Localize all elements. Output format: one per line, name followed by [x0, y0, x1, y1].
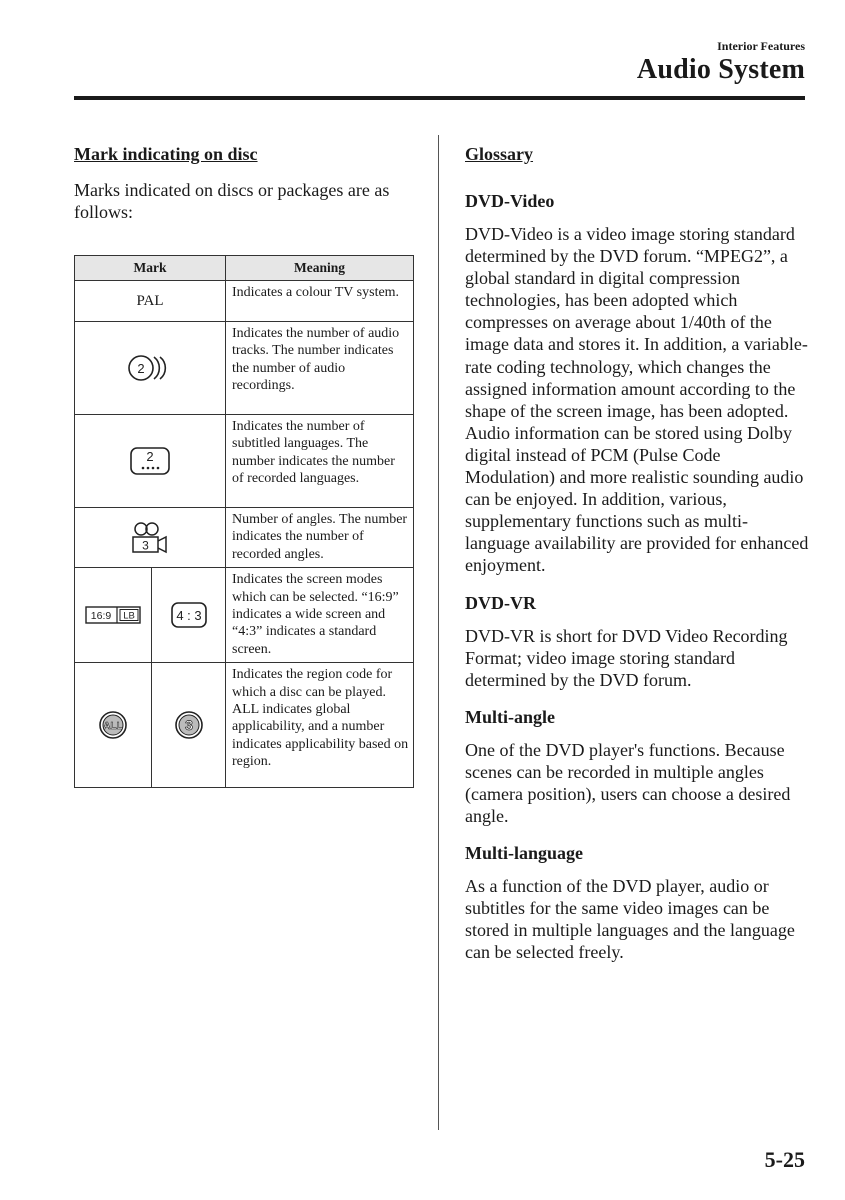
column-divider	[438, 135, 439, 1130]
meaning-text: Indicates the screen modes which can be selected. “16:9” indicates a wide screen and “4:3” indicates a standard screen.	[226, 568, 414, 663]
meaning-text: Indicates the region code for which a disc can be played. ALL indicates global applicability, and a number indicates applicability based on region.	[226, 663, 414, 788]
meaning-text: Indicates the number of subtitled languages. The number indicates the number of recorded languages.	[226, 415, 414, 508]
disc-marks-intro: Marks indicated on discs or packages are as follows:	[74, 180, 390, 222]
meaning-text: Number of angles. The number indicates the number of recorded angles.	[226, 508, 414, 568]
standard-screen-icon	[170, 601, 208, 629]
mark-pal: PAL	[75, 281, 226, 322]
left-column	[74, 143, 414, 788]
disc-marks-heading: Mark indicating on disc	[74, 144, 258, 164]
region-all-label: ALL	[103, 721, 123, 733]
table-row	[75, 663, 414, 788]
header-section-label: Interior Features	[717, 39, 805, 53]
glossary-term: Multi-angle	[465, 706, 555, 727]
subtitle-count: 2	[146, 449, 154, 464]
region-number-label: 3	[184, 717, 193, 734]
disc-marks-table	[74, 255, 414, 788]
audio-tracks-icon	[126, 353, 174, 383]
glossary-column	[465, 143, 810, 979]
header-rule	[74, 96, 805, 100]
table-header-row	[75, 256, 414, 281]
column-header-mark: Mark	[75, 256, 226, 281]
letterbox-label: LB	[123, 610, 135, 622]
glossary-definition: DVD-VR is short for DVD Video Recording Format; video image storing standard determined by the DVD forum.	[465, 625, 788, 690]
table-row	[75, 415, 414, 508]
region-3-globe-icon	[174, 710, 204, 740]
glossary-definition: One of the DVD player's functions. Because scenes can be recorded in multiple angles (camera position), users can choose a desired angle.	[465, 739, 791, 827]
glossary-heading: Glossary	[465, 144, 534, 164]
region-all-globe-icon	[98, 710, 128, 740]
glossary-term: DVD-VR	[465, 592, 536, 613]
table-row	[75, 322, 414, 415]
glossary-definition: DVD-Video is a video image storing standard determined by the DVD forum. “MPEG2”, a global standard in digital compression technologies, has been adopted which compresses on average about 1/40th of the image data and stores it. In addition, a variable-rate coding technology, which changes the assigned information amount according to the shape of the screen image, has been adopted. Audio information can be stored using Dolby digital instead of PCM (Pulse Code Modulation) and more realistic sounding audio can be enjoyed. In addition, various, supplementary functions such as multi-language availability are provided for enhanced enjoyment.	[465, 224, 809, 576]
glossary-term: Multi-language	[465, 843, 584, 864]
table-row	[75, 281, 414, 322]
widescreen-ratio: 16:9	[90, 610, 112, 623]
camera-angle-icon	[130, 521, 170, 555]
glossary-term: DVD-Video	[465, 191, 555, 211]
widescreen-icon	[85, 605, 141, 625]
column-header-meaning: Meaning	[226, 256, 414, 281]
subtitle-icon	[129, 446, 171, 476]
glossary-definition: As a function of the DVD player, audio or subtitles for the same video images can be stored in multiple languages and the language can be selected freely.	[465, 876, 795, 963]
audio-tracks-count: 2	[137, 361, 145, 376]
page-title: Audio System	[636, 54, 805, 85]
table-row	[75, 568, 414, 663]
standard-ratio: 4 : 3	[175, 608, 202, 624]
meaning-text: Indicates the number of audio tracks. The number indicates the number of audio recordings.	[226, 322, 414, 415]
table-row	[75, 508, 414, 568]
meaning-text: Indicates a colour TV system.	[226, 281, 414, 322]
angle-count: 3	[142, 538, 149, 553]
page-number: 5-25	[764, 1147, 805, 1172]
